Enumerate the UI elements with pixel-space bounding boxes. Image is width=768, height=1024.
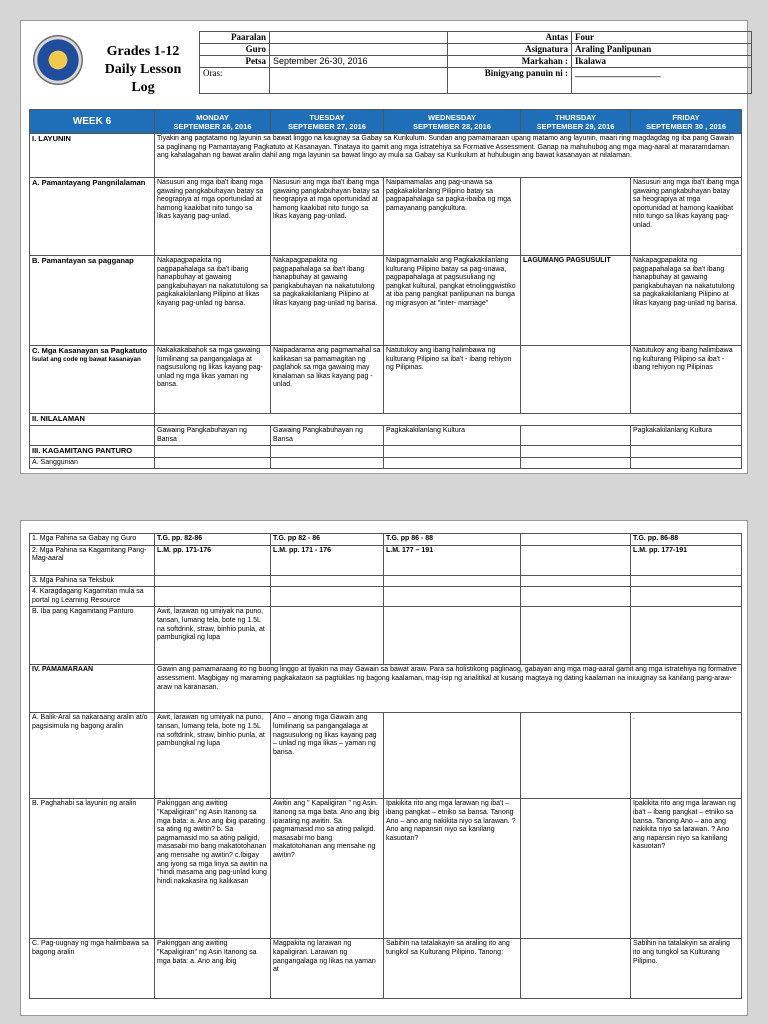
day-date: SEPTEMBER 26, 2016	[173, 121, 252, 131]
table-cell	[384, 607, 521, 665]
table-cell: L.M. 177 – 191	[384, 545, 521, 575]
row-label: B. Iba pang Kagamitang Panturo	[30, 607, 155, 665]
table-cell	[384, 587, 521, 607]
table-cell	[30, 426, 155, 446]
day-name: THURSDAY	[555, 112, 596, 122]
procedure-table	[29, 533, 742, 999]
table-cell	[384, 457, 521, 469]
table-cell: Nasusuri ang mga iba't ibang mga gawaing pangkabuhayan batay sa heograpiya at mga oportunidad at hamong kaakibat nito tungo sa likas kayang pag-unlad.	[631, 178, 742, 256]
kagamitan-row	[30, 446, 742, 458]
table-cell: Naipamamalas ang pag-unawa sa pagkakakilanlang Pilipino batay sa pagpapahalaga sa pagka-ibaiba ng mga pamayanang pangkultura.	[384, 178, 521, 256]
table-cell	[521, 457, 631, 469]
day-header-thursday	[521, 110, 631, 134]
table-cell	[521, 587, 631, 607]
table-cell	[521, 426, 631, 446]
paaralan-value	[270, 32, 448, 44]
table-cell: .	[631, 713, 742, 799]
week-label: WEEK 6	[30, 110, 155, 134]
row-label: 1. Mga Pahina sa Gabay ng Guro	[30, 534, 155, 546]
table-cell: Gawaing Pangkabuhayan ng Bansa	[271, 426, 384, 446]
antas-label: Antas	[448, 32, 572, 44]
table-cell: L.M. pp. 171 - 176	[271, 545, 384, 575]
table-cell	[155, 575, 271, 587]
table-cell	[155, 414, 742, 426]
table-row	[30, 534, 742, 546]
week-lesson-table	[29, 109, 742, 469]
row-label: 4. Karagdagang Kagamitan mula sa portal ng Learning Resource	[30, 587, 155, 607]
title-line-1: Grades 1-12	[106, 44, 180, 59]
pamamaraan-label: IV. PAMAMARAAN	[30, 665, 155, 713]
table-cell	[271, 446, 384, 458]
table-cell: T.G. pp 82 - 86	[271, 534, 384, 546]
layunin-text: Tiyakin ang pagtatamo ng layunin sa bawat linggo na kaugnay sa Gabay sa Kurikulum. Sundan ang pamamaraan upang matamo ang layunin, maari ring magdagdag ng iba pang Gawain sa paglinang ng Pamantayang Pagkatuto at Kasanayan. Tinataya ito gamit ang mga istratehiya sa Formative Assessment. Ganap na mahuhubog ang mga mag-aaral at mararamdaman ang kahalagahan ng bawat aralin dahil ang mga layunin sa bawat lingo ay mula sa Gabay sa Kurikulum at huhubugin ang bawat kasanayan at nilalaman.	[155, 134, 742, 178]
bilang-value: ___________________	[572, 68, 752, 94]
table-cell	[155, 587, 271, 607]
title-line-2: Daily Lesson Log	[104, 62, 182, 95]
markahan-value: Ikalawa	[572, 56, 752, 68]
table-cell: Natutukoy ang ibang halimbawa ng kulturang Pilipino sa iba't - ibang rehiyon ng Pilipinas	[631, 346, 742, 414]
table-cell	[155, 457, 271, 469]
day-date: SEPTEMBER 27, 2016	[288, 121, 366, 131]
kagamitan-label: III. KAGAMITANG PANTURO	[30, 446, 155, 458]
pagganap-row	[30, 256, 742, 346]
pamantayang-row	[30, 178, 742, 256]
table-row	[30, 545, 742, 575]
layunin-row	[30, 134, 742, 178]
pamamaraan-row	[30, 665, 742, 713]
table-cell: LAGUMANG PAGSUSULIT	[521, 256, 631, 346]
table-cell	[384, 713, 521, 799]
table-cell	[271, 607, 384, 665]
day-date: SEPTEMBER 30 , 2016	[645, 121, 727, 131]
oras-value	[270, 68, 448, 94]
markahan-label: Markahan :	[448, 56, 572, 68]
table-cell: Nakapagpapakita ng pagpapahalaga sa iba't ibang hanapbuhay at gawaing pangkabuhayan na nakatutulong sa pagkakakilanlang Pilipino at likas kayang pag-unlad ng bansa.	[631, 256, 742, 346]
table-cell	[521, 545, 631, 575]
table-cell: Pagkakakilanlang Kultura	[384, 426, 521, 446]
table-cell: L.M. pp. 171-176	[155, 545, 271, 575]
sanggunian-label: A. Sanggunian	[30, 457, 155, 469]
table-cell: Magpakita ng larawan ng kapaligiran. Larawan ng pangangalaga ng likas na yaman at	[271, 939, 384, 999]
day-header-wednesday	[384, 110, 521, 134]
document-title	[93, 43, 193, 97]
table-cell: Ano – anong mga Gawain ang lumilinang sa pangangalaga at nagsusulong ng likas kayang pag – unlad ng mga likas – yaman ng bansa.	[271, 713, 384, 799]
guro-value	[270, 44, 448, 56]
table-cell	[631, 575, 742, 587]
table-cell: Natutukoy ang ibang halimbawa ng kulturang Pilipino sa iba't - ibang rehiyon ng Pilipinas.	[384, 346, 521, 414]
table-cell	[521, 575, 631, 587]
day-date: SEPTEMBER 28, 2016	[413, 121, 491, 131]
day-name: TUESDAY	[309, 112, 345, 122]
sanggunian-row	[30, 457, 742, 469]
kasanayan-label: C. Mga Kasanayan sa Pagkatuto	[32, 346, 148, 355]
table-cell: T.G. pp. 86-88	[631, 534, 742, 546]
balik-aral-label: A. Balik-Aral sa nakaraang aralin at/o pagsisimula ng bagong aralin	[30, 713, 155, 799]
table-cell: Nakapagpapakita ng pagpapahalaga sa iba't ibang hanapbuhay at gawaing pangkabuhayan na nakatutulong sa pagkakakilanlang Pilipino at likas kayang pag-unlad ng bansa.	[155, 256, 271, 346]
pamamaraan-text: Gawin ang pamamaraang ito ng buong linggo at tiyakin na may Gawain sa bawat araw. Para sa holistikong paglinaog, gabayan ang mga mag-aaral gamit ang mga istratehiya ng formative assessment. Magbigay ng maraming pagkakataon sa pagtuklas ng bagong kaalaman, mag-isip ng analitikal at kusang magtaya ng dating kaalaman na iniuugnay sa kanilang pang-araw-araw na karanasan.	[155, 665, 742, 713]
table-cell: Ipakikita rito ang mga larawan ng iba't – ibang pangkat – etniko sa bansa. Tanong Ano – ano ang nakikita niyo sa larawan. ? Ano ang napansin niyo sa kanilang kasuotan?	[384, 799, 521, 939]
pamantayang-label: A. Pamantayang Pangnilalaman	[30, 178, 155, 256]
bilang-label: Binigyang panuin ni :	[448, 68, 572, 94]
lesson-log-page-2	[20, 520, 748, 1016]
table-cell: T.G. pp. 82-86	[155, 534, 271, 546]
day-date: SEPTEMBER 29, 2016	[536, 121, 615, 131]
table-cell	[271, 587, 384, 607]
table-cell	[631, 607, 742, 665]
layunin-label: I. LAYUNIN	[30, 134, 155, 178]
table-cell: Pakinggan ang awiting "Kapaligiran" ng Asin Itanong sa mga bata: a. Ano ang ibig	[155, 939, 271, 999]
paaralan-label: Paaralan	[200, 32, 270, 44]
nilalaman-label: II. NILALAMAN	[30, 414, 155, 426]
table-cell	[384, 575, 521, 587]
table-cell	[631, 587, 742, 607]
table-cell	[521, 178, 631, 256]
table-cell: L.M. pp. 177-191	[631, 545, 742, 575]
table-cell: Ipakikita rito ang mga larawan ng iba't – ibang pangkat – etniko sa bansa. Tanong Ano – ano ang nakikita niyo sa larawan. ? Ano ang napansin niyo sa kanilang kasuotan?	[631, 799, 742, 939]
table-cell	[155, 446, 271, 458]
table-cell	[631, 457, 742, 469]
antas-value: Four	[572, 32, 752, 44]
pag-uugnay-row	[30, 939, 742, 999]
table-cell	[631, 446, 742, 458]
nilalaman-row	[30, 414, 742, 426]
table-cell	[521, 799, 631, 939]
table-cell: Nakapagpapakita ng pagpapahalaga sa iba't ibang hanapbuhay at gawaing pangkabuhayan na nakatutulong sa pagkakakilanlang Pilipino at likas kayang pag-unlad ng bansa.	[271, 256, 384, 346]
table-cell	[521, 534, 631, 546]
table-cell	[521, 446, 631, 458]
deped-seal-icon	[33, 35, 83, 85]
asignatura-value: Araling Panlipunan	[572, 44, 752, 56]
table-cell	[384, 446, 521, 458]
day-name: FRIDAY	[672, 112, 700, 122]
table-cell	[271, 575, 384, 587]
pagganap-label: B. Pamantayan sa pagganap	[30, 256, 155, 346]
table-row	[30, 607, 742, 665]
lesson-log-page-1	[20, 20, 748, 474]
kasanayan-sub: Isulat ang code ng bawat kasanayan	[32, 355, 141, 363]
pag-uugnay-label: C. Pag-uugnay ng mga halimbawa sa bagong aralin	[30, 939, 155, 999]
table-row	[30, 575, 742, 587]
table-cell	[521, 346, 631, 414]
kasanayan-cell	[30, 346, 155, 414]
table-cell	[521, 607, 631, 665]
asignatura-label: Asignatura	[448, 44, 572, 56]
kasanayan-row	[30, 346, 742, 414]
oras-label: Oras:	[200, 68, 270, 94]
day-header-tuesday	[271, 110, 384, 134]
balik-aral-row	[30, 713, 742, 799]
day-header-friday	[631, 110, 742, 134]
row-label: 3. Mga Pahina sa Teksbuk	[30, 575, 155, 587]
petsa-value: September 26-30, 2016	[270, 56, 448, 68]
table-cell: Nasusuri ang mga iba't ibang mga gawaing pangkabuhayan batay sa heograpiya at mga oportunidad at hamong kaakibat nito tungo sa likas kayang pag-unlad.	[155, 178, 271, 256]
table-cell: Awit, larawan ng umiiyak na puno, tansan, lumang tela, bote ng 1.5L na softdrink, straw, binhio punla, at pambungkal ng lupa	[155, 713, 271, 799]
nilalaman-values-row	[30, 426, 742, 446]
table-cell: Gawaing Pangkabuhayan ng Bansa	[155, 426, 271, 446]
guro-label: Guro	[200, 44, 270, 56]
table-cell	[521, 713, 631, 799]
table-cell: Nakakakabahok sa mga gawaing lumilinang sa pangangalaga at nagsusulong ng likas kayang pag- unlad ng mga likas yaman ng bansa.	[155, 346, 271, 414]
table-cell: Awitin ang " Kapaligiran " ng Asin. Itanong sa mga bata. Ano ang ibig iparating ng awitin. Sa pagmamasid mo sa ating paligid. masasabi mo bang makatotohanan ang mensahe ng awitin?	[271, 799, 384, 939]
row-label: 2. Mga Pahina sa Kagamitang Pang-Mag-aaral	[30, 545, 155, 575]
table-cell: Naipadarama ang pagmamahal sa kalikasan sa pamamagitan ng paglahok sa mga gawaing may kinalaman sa likas kayang pag - unlad.	[271, 346, 384, 414]
header-info-table	[199, 31, 752, 94]
table-cell	[521, 939, 631, 999]
table-cell	[271, 457, 384, 469]
table-cell: Nasusuri ang mga iba't ibang mga gawaing pangkabuhayan batay sa heograpiya at mga oportunidad at hamong kaakibat nito tungo sa likas kayang pag-unlad.	[271, 178, 384, 256]
table-cell: Sabihin na tatalakayin sa araling ito ang tungkol sa Kulturang Pilipino. Tanong:	[384, 939, 521, 999]
day-name: WEDNESDAY	[427, 112, 477, 122]
table-cell: Pagkakakilanlang Kultura	[631, 426, 742, 446]
table-cell: Pakinggan ang awiting "Kapaligiran" ng Asin Itanong sa mga bata: a. Ano ang ibig iparating sa ating ng awitin? b. Sa pagmamasid mo sa ating paligid, masasabi mo bang makatotohanan ang mensahe ng awitin? c.Ibigay ang iyong sa mga linya sa awitin na "hindi masama ang pag-unlad kung hindi nakakasira ng kalikasan	[155, 799, 271, 939]
paghahabi-row	[30, 799, 742, 939]
table-row	[30, 587, 742, 607]
table-cell: T.G. pp 86 - 88	[384, 534, 521, 546]
table-cell: Naipagmamalaki ang Pagkakakilanlang kulturang Pilipino batay sa pag-unawa, pagpapahalaga at pagsusuliang ng pangkat kultural, pangkat etnolinggwistiko at iba pang pangkat panlipunan na bunga ng migrasyon at "inter- marriage"	[384, 256, 521, 346]
table-cell: Awit, larawan ng umiiyak na puno, tansan, lumang tela, bote ng 1.5L na softdrink, straw, binhio punla, at pambungkal ng lupa	[155, 607, 271, 665]
table-cell: Sabihin na tatalakyin sa araling ito ang tungkol sa Kulturang Pilipino.	[631, 939, 742, 999]
petsa-label: Petsa	[200, 56, 270, 68]
day-header-monday	[155, 110, 271, 134]
day-name: MONDAY	[196, 112, 229, 122]
paghahabi-label: B. Paghahabi sa layunin ng aralin	[30, 799, 155, 939]
